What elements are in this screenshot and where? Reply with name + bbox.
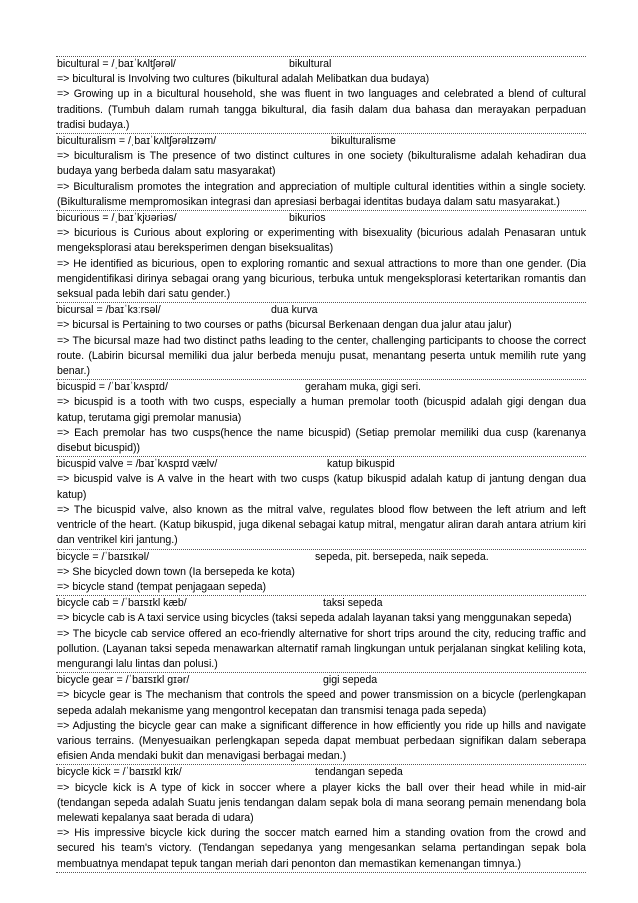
entry-bicycle-cab	[56, 595, 586, 672]
entry-term: bicuspid = /ˈbaɪˈkʌspɪd/	[57, 381, 168, 394]
entry-term: bicycle kick = /ˈbaɪsɪkl kɪk/	[57, 766, 182, 779]
entry-translation: sepeda, pit. bersepeda, naik sepeda.	[315, 550, 489, 563]
entry-bicursal	[56, 302, 586, 379]
entry-header	[57, 380, 586, 395]
entry-header	[57, 550, 586, 565]
entry-bicycle-gear	[56, 672, 586, 764]
entry-definition: => bicycle kick is A type of kick in soccer where a player kicks the ball over their head while in mid-air (tendangan sepeda adalah Suatu jenis tendangan dalam sepak bola di mana seorang pemain menendang bola melewati kepalanya saat berada di udara)	[57, 781, 586, 824]
entry-translation: katup bikuspid	[327, 458, 395, 471]
entry-bicycle-kick	[56, 764, 586, 872]
entry-header	[57, 673, 586, 688]
entry-bicuspid	[56, 379, 586, 456]
entry-translation: taksi sepeda	[323, 597, 383, 610]
entry-definition: => bicultural is Involving two cultures (bikultural adalah Melibatkan dua budaya)	[57, 73, 430, 86]
entry-term: bicycle gear = /ˈbaɪsɪkl ɡɪər/	[57, 674, 190, 687]
entry-bicurious	[56, 210, 586, 302]
entry-example: => Biculturalism promotes the integration and appreciation of multiple cultural identities within a single society. (Bikulturalisme mempromosikan integrasi dan apresiasi berbagai identitas budaya dalam satu masyarakat.)	[57, 180, 586, 208]
entry-translation: bikultural	[289, 58, 332, 70]
entry-bicuspid-valve	[56, 456, 586, 548]
entry-definition: => biculturalism is The presence of two distinct cultures in one society (bikulturalisme adalah kehadiran dua budaya yang berbeda dalam satu masyarakat)	[57, 150, 586, 178]
entry-example: => The bicycle cab service offered an eco-friendly alternative for short trips around the city, reducing traffic and pollution. (Layanan taksi sepeda menawarkan alternatif ramah lingkungan untuk perjalanan singkat keliling kota, mengurangi lalu lintas dan polusi.)	[57, 627, 586, 670]
entry-definition: => bicycle gear is The mechanism that controls the speed and power transmission on a bicycle (perlengkapan sepeda adalah mekanisme yang mengontrol kecepatan dan transmisi tenaga pada sepeda)	[57, 689, 586, 717]
entry-translation: tendangan sepeda	[315, 766, 403, 779]
entry-definition: => bicuspid is a tooth with two cusps, especially a human premolar tooth (bicuspid adalah gigi dengan dua katup, terutama gigi premolar manusia)	[57, 396, 586, 424]
entry-definition: => bicuspid valve is A valve in the heart with two cusps (katup bikuspid adalah katup di jantung dengan dua katup)	[57, 473, 586, 501]
entry-term: bicultural = /ˌbaɪˈkʌltʃərəl/	[57, 58, 176, 70]
entry-term: bicycle cab = /ˈbaɪsɪkl kæb/	[57, 597, 187, 610]
entry-example: => Growing up in a bicultural household, she was fluent in two languages and celebrated a blend of cultural traditions. (Tumbuh dalam rumah tangga bikultural, dia fasih dalam dua bahasa dan merayakan perpaduan tradisi budaya.)	[57, 88, 586, 131]
entry-example: => She bicycled down town (Ia bersepeda ke kota)	[57, 565, 295, 578]
entry-translation: bikurios	[289, 212, 326, 225]
entry-term: bicuspid valve = /baɪˈkʌspɪd vælv/	[57, 458, 218, 471]
entry-header	[57, 134, 586, 149]
dictionary-page	[56, 56, 586, 873]
entry-header	[57, 57, 586, 72]
entry-term: biculturalism = /ˌbaɪˈkʌltʃərəlɪzəm/	[57, 135, 217, 148]
entry-term: bicursal = /baɪˈkɜːrsəl/	[57, 304, 161, 317]
entry-definition: => bicycle cab is A taxi service using bicycles (taksi sepeda adalah layanan taksi yang menggunakan sepeda)	[57, 612, 572, 625]
entry-bicultural	[56, 56, 586, 133]
entry-example: => He identified as bicurious, open to exploring romantic and sexual attractions to more than one gender. (Dia mengidentifikasi dirinya sebagai orang yang bicurious, terbuka untuk mengeksplorasi ketertarikan romantis dan seksual pada lebih dari satu gender.)	[57, 257, 586, 301]
entry-example: => bicycle stand (tempat penjagaan sepeda)	[57, 580, 267, 593]
entry-header	[57, 596, 586, 611]
entry-header	[57, 211, 586, 226]
entry-header	[57, 765, 586, 780]
entry-header	[57, 303, 586, 318]
entry-biculturalism	[56, 133, 586, 210]
entry-bicycle	[56, 549, 586, 596]
entry-translation: gigi sepeda	[323, 674, 378, 687]
entry-definition: => bicurious is Curious about exploring or experimenting with bisexuality (bicurious adalah Penasaran untuk mengeksplorasi atau bereksperimen dengan biseksualitas)	[57, 227, 586, 255]
entry-translation: geraham muka, gigi seri.	[305, 381, 421, 394]
entry-term: bicycle = /ˈbaɪsɪkəl/	[57, 550, 150, 563]
entry-example: => The bicursal maze had two distinct paths leading to the center, challenging participants to choose the correct route. (Labirin bicursal memiliki dua jalur berbeda menuju pusat, menantang peserta untuk memilih rute yang benar.)	[57, 334, 586, 378]
entry-example: => The bicuspid valve, also known as the mitral valve, regulates blood flow between the left atrium and left ventricle of the heart. (Katup bikuspid, juga dikenal sebagai katup mitral, mengatur aliran darah antara atrium kiri dan ventrikel kiri jantung.)	[57, 503, 586, 547]
entry-example: => Each premolar has two cusps(hence the name bicuspid) (Setiap premolar memiliki dua cusp (karenanya disebut bicuspid))	[57, 426, 586, 455]
entry-term: bicurious = /ˌbaɪˈkjʊəriəs/	[57, 212, 177, 225]
entry-example: => Adjusting the bicycle gear can make a significant difference in how efficiently you ride up hills and navigate various terrains. (Menyesuaikan perlengkapan sepeda dapat membuat perbedaan signifikan dalam seberapa efisien Anda mendaki bukit dan menavigasi berbagai medan.)	[57, 719, 586, 763]
entry-translation: bikulturalisme	[331, 135, 396, 148]
entry-example: => His impressive bicycle kick during the soccer match earned him a standing ovation from the crowd and secured his team's victory. (Tendangan sepedanya yang mengesankan selama pertandingan sepak bola membuatnya mendapat tepuk tangan meriah dari penonton dan memastikan kemenangan timnya.)	[57, 827, 586, 870]
entry-translation: dua kurva	[271, 304, 318, 317]
entry-header	[57, 457, 586, 472]
entry-definition: => bicursal is Pertaining to two courses or paths (bicursal Berkenaan dengan dua jalur atau jalur)	[57, 319, 512, 332]
